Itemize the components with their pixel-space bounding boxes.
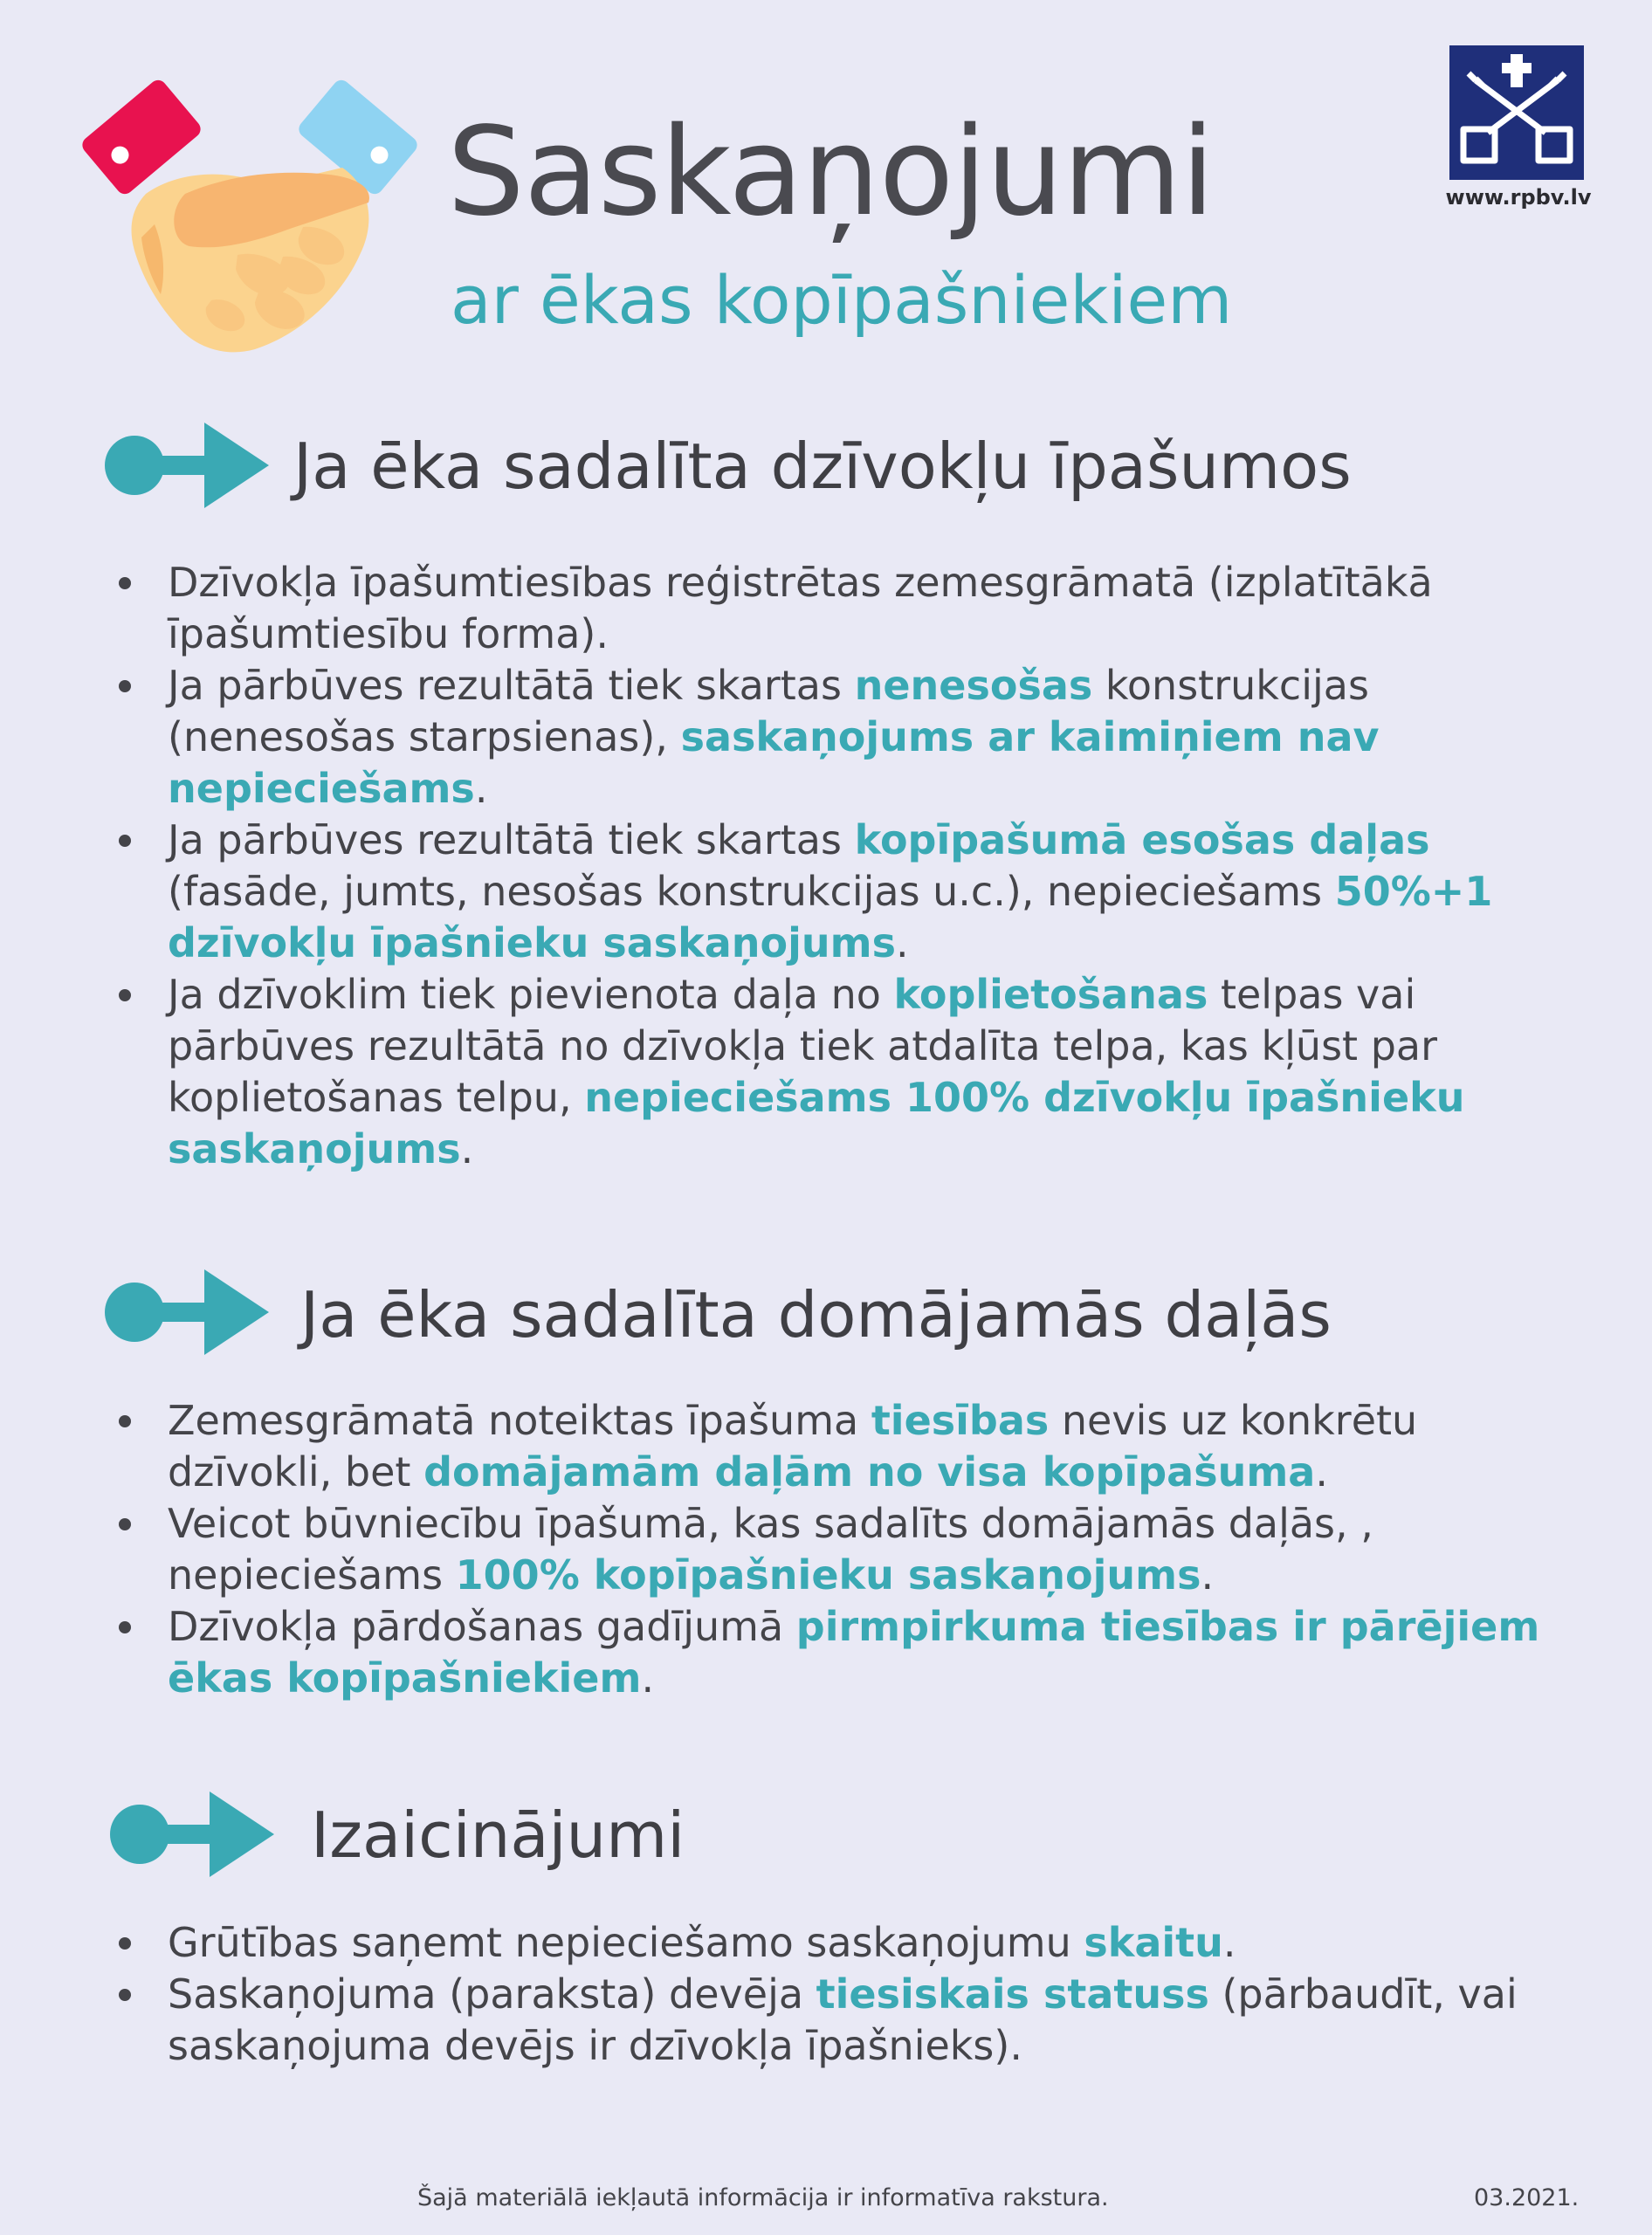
body-text: . bbox=[895, 919, 909, 966]
highlight-text: tiesiskais statuss bbox=[816, 1970, 1209, 2018]
body-text: telpas vai pārbūves rezultātā no dzīvokļa tiek atdalīta telpa, kas kļūst par koplietošanas telpu, bbox=[168, 971, 1438, 1121]
list-item bbox=[112, 969, 1587, 1175]
highlight-text: pirmpirkuma tiesības ir pārējiem ēkas kopīpašniekiem bbox=[168, 1603, 1540, 1702]
highlight-text: 50%+1 dzīvokļu īpašnieku saskaņojums bbox=[168, 868, 1493, 966]
body-text: . bbox=[1222, 1919, 1236, 1966]
highlight-text: domājamām daļām no visa kopīpašuma bbox=[423, 1448, 1316, 1496]
body-text: Grūtības saņemt nepieciešamo saskaņojumu bbox=[168, 1919, 1084, 1966]
section-title: Ja ēka sadalīta dzīvokļu īpašumos bbox=[293, 430, 1352, 503]
list-item bbox=[112, 1969, 1587, 2072]
list-item bbox=[112, 1395, 1587, 1498]
body-text: (pārbaudīt, vai saskaņojuma devējs ir dzīvokļa īpašnieks). bbox=[168, 1970, 1518, 2069]
footer-disclaimer: Šajā materiālā iekļautā informācija ir informatīva rakstura. bbox=[417, 2184, 1109, 2211]
handshake-icon bbox=[80, 72, 423, 368]
page-subtitle: ar ēkas kopīpašniekiem bbox=[451, 261, 1233, 339]
body-text: Ja dzīvoklim tiek pievienota daļa no bbox=[168, 971, 894, 1018]
bullet-list bbox=[112, 557, 1587, 1175]
body-text: (fasāde, jumts, nesošas konstrukcijas u.c.), nepieciešams bbox=[168, 868, 1335, 915]
page-title: Saskaņojumi bbox=[447, 101, 1215, 244]
body-text: nevis uz konkrētu dzīvokli, bet bbox=[168, 1397, 1418, 1496]
section-title: Ja ēka sadalīta domājamās daļās bbox=[300, 1278, 1332, 1351]
body-text: . bbox=[641, 1654, 655, 1702]
body-text: Zemesgrāmatā noteiktas īpašuma bbox=[168, 1397, 871, 1444]
list-item bbox=[112, 557, 1587, 660]
body-text: . bbox=[460, 1125, 474, 1173]
highlight-text: tiesības bbox=[871, 1397, 1050, 1444]
body-text: Veicot būvniecību īpašumā, kas sadalīts domājamās daļās, , nepieciešams bbox=[168, 1500, 1373, 1599]
highlight-text: nenesošas bbox=[854, 662, 1093, 709]
list-item bbox=[112, 1498, 1587, 1601]
body-text: . bbox=[1315, 1448, 1328, 1496]
section-title: Izaicinājumi bbox=[311, 1798, 685, 1872]
bullet-list bbox=[112, 1395, 1587, 1704]
keys-cross-logo-icon bbox=[1449, 45, 1584, 180]
highlight-text: nepieciešams 100% dzīvokļu īpašnieku saskaņojums bbox=[168, 1074, 1465, 1173]
logo-url: www.rpbv.lv bbox=[1445, 185, 1592, 210]
highlight-text: kopīpašumā esošas daļas bbox=[854, 816, 1430, 863]
highlight-text: koplietošanas bbox=[893, 971, 1208, 1018]
highlight-text: saskaņojums ar kaimiņiem nav nepieciešams bbox=[168, 713, 1380, 812]
body-text: konstrukcijas (nenesošas starpsienas), bbox=[168, 662, 1369, 760]
highlight-text: 100% kopīpašnieku saskaņojums bbox=[455, 1551, 1201, 1599]
body-text: . bbox=[1201, 1551, 1215, 1599]
body-text: Ja pārbūves rezultātā tiek skartas bbox=[168, 816, 855, 863]
body-text: Ja pārbūves rezultātā tiek skartas bbox=[168, 662, 855, 709]
body-text: . bbox=[474, 765, 488, 812]
footer-date: 03.2021. bbox=[1474, 2184, 1580, 2211]
list-item bbox=[112, 660, 1587, 815]
arrow-right-icon bbox=[107, 1786, 278, 1882]
arrow-right-icon bbox=[101, 1264, 272, 1360]
list-item bbox=[112, 1601, 1587, 1704]
arrow-right-icon bbox=[101, 417, 272, 513]
body-text: Dzīvokļa pārdošanas gadījumā bbox=[168, 1603, 796, 1650]
body-text: Dzīvokļa īpašumtiesības reģistrētas zemesgrāmatā (izplatītākā īpašumtiesību forma). bbox=[168, 559, 1433, 657]
highlight-text: skaitu bbox=[1084, 1919, 1223, 1966]
list-item bbox=[112, 815, 1587, 969]
list-item bbox=[112, 1917, 1587, 1969]
body-text: Saskaņojuma (paraksta) devēja bbox=[168, 1970, 816, 2018]
bullet-list bbox=[112, 1917, 1587, 2072]
